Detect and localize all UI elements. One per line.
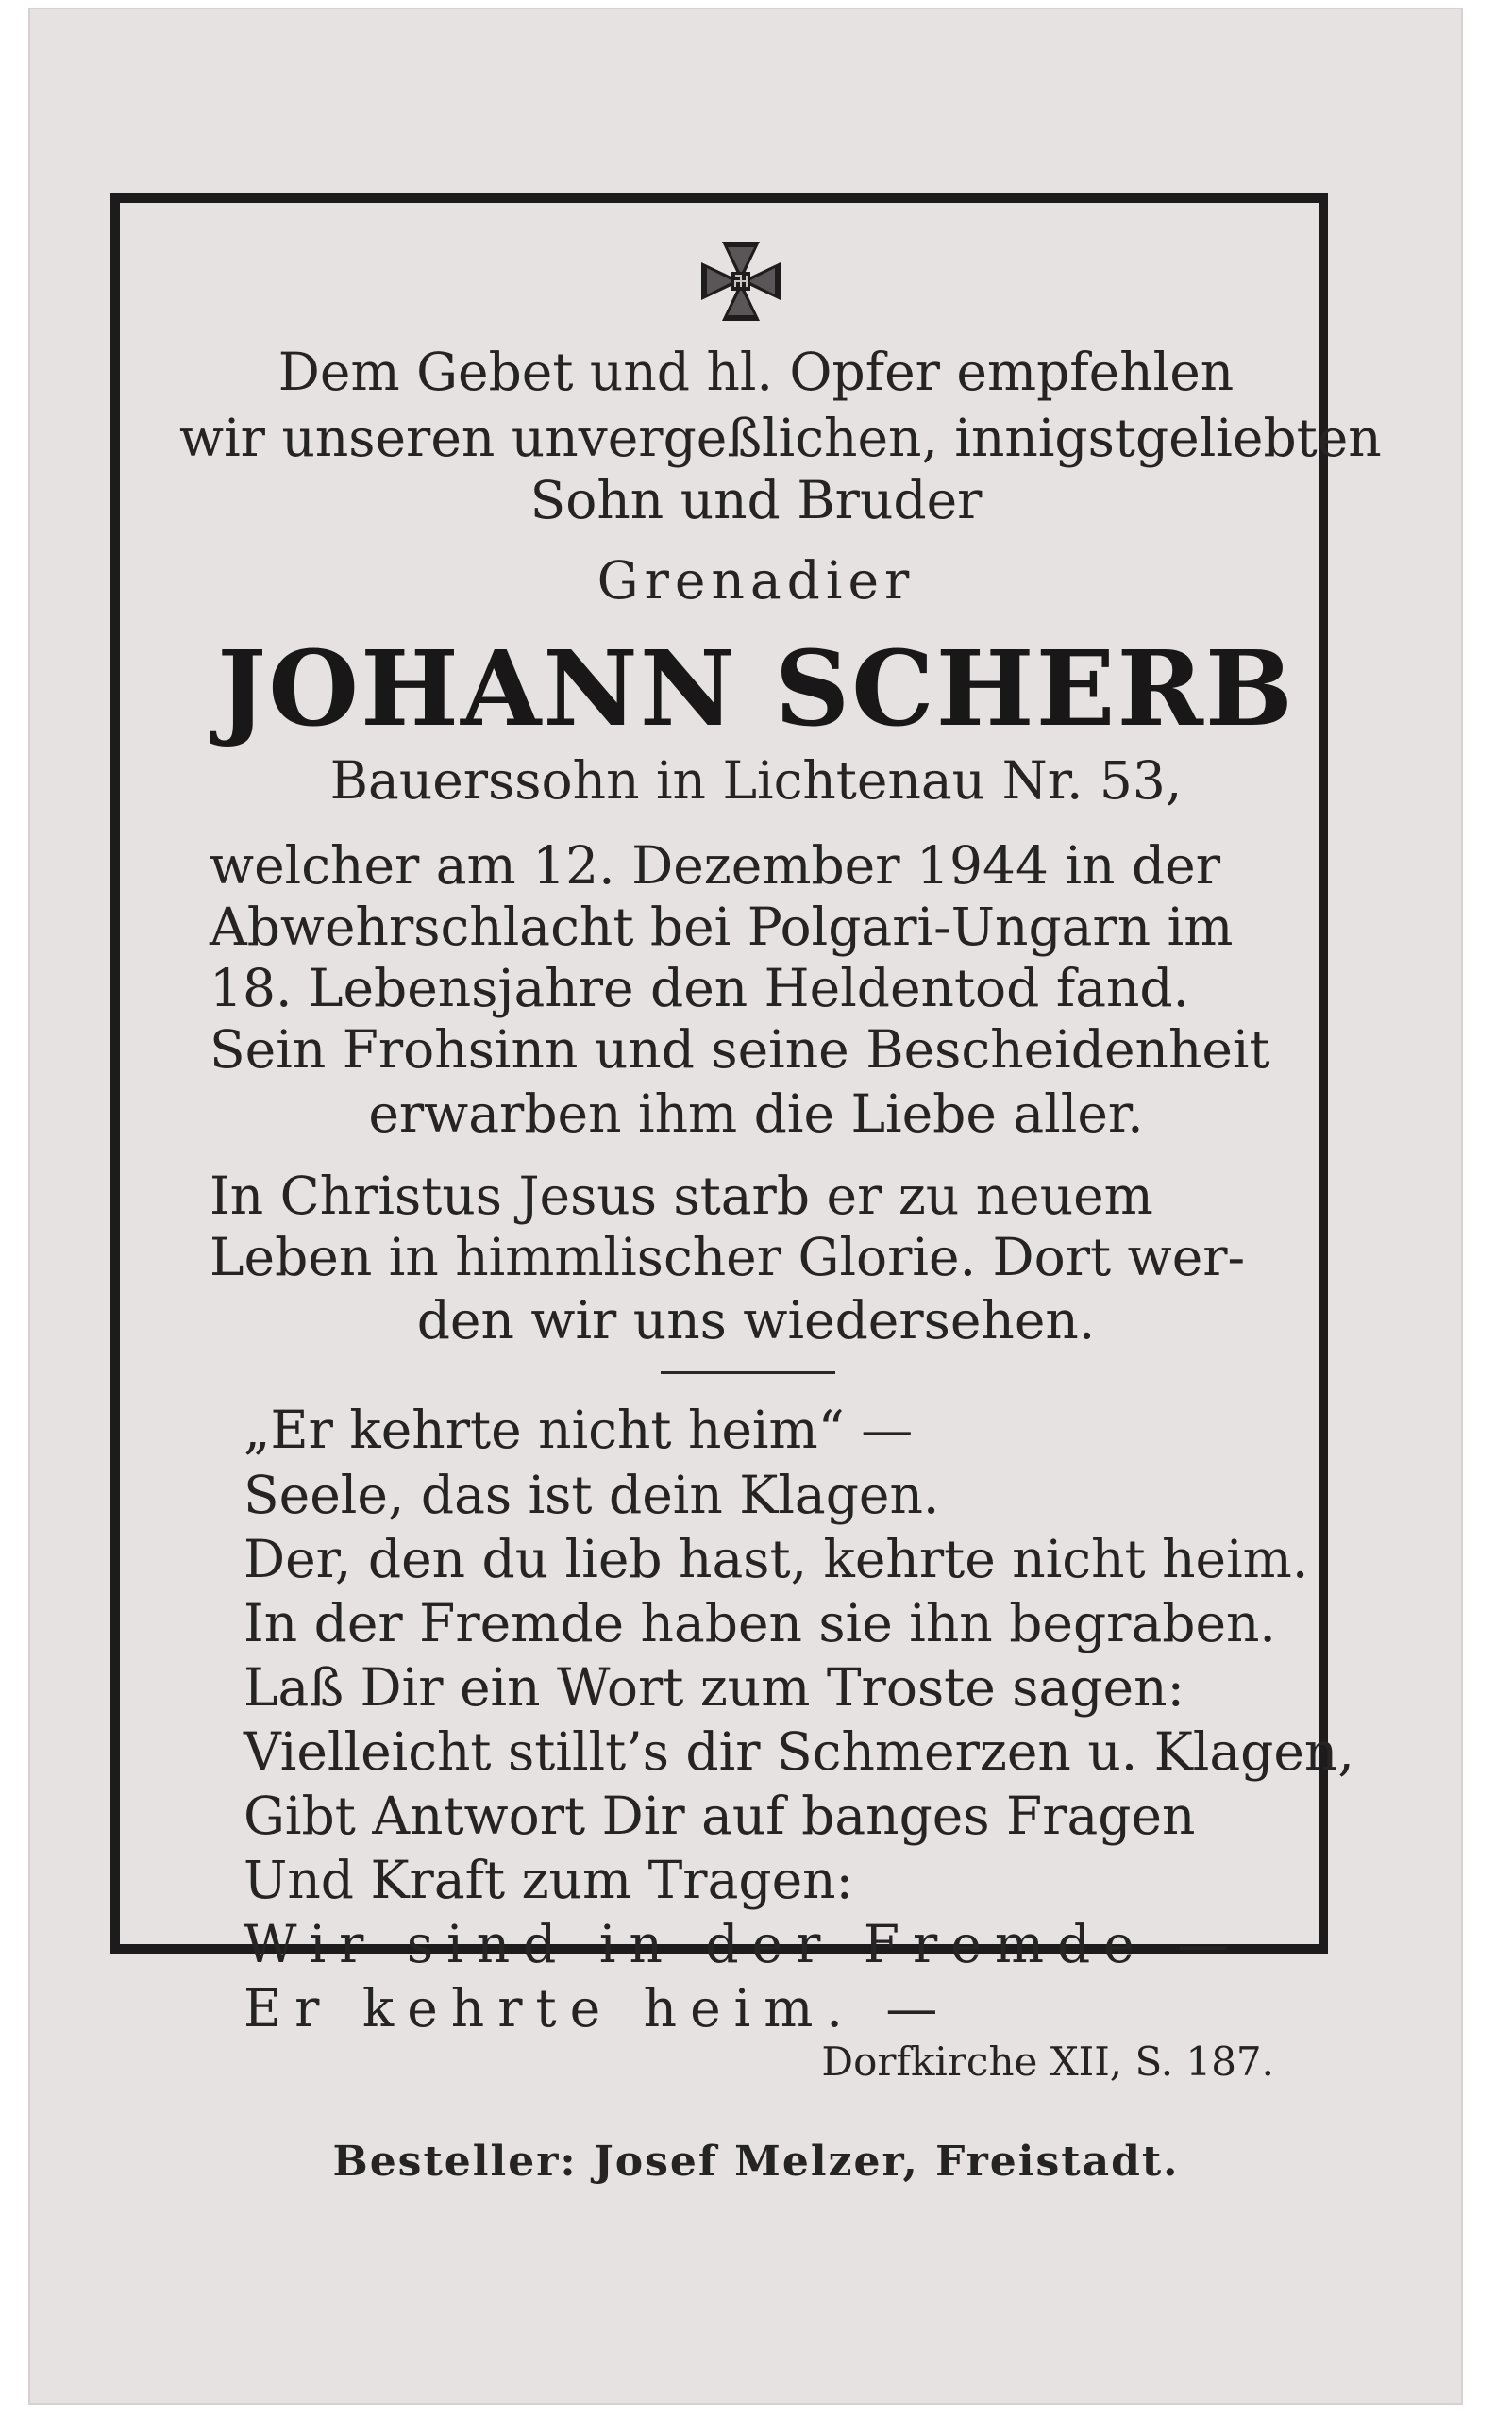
obituary-line-4: Sein Frohsinn und seine Bescheidenheit bbox=[210, 1019, 1270, 1080]
divider-rule bbox=[661, 1371, 835, 1374]
poem-line-10: Er kehrte heim. — bbox=[244, 1978, 951, 2038]
intro-line-2: wir unseren unvergeßlichen, innigstgeliebten bbox=[179, 408, 1382, 468]
poem-line-2: Seele, das ist dein Klagen. bbox=[244, 1465, 940, 1525]
faith-line-3: den wir uns wiedersehen. bbox=[416, 1290, 1096, 1351]
residence-line: Bauerssohn in Lichtenau Nr. 53, bbox=[329, 750, 1183, 811]
obituary-line-2: Abwehrschlacht bei Polgari-Ungarn im bbox=[210, 897, 1234, 957]
poem-source: Dorfkirche XII, S. 187. bbox=[821, 2038, 1274, 2085]
poem-line-9: Wir sind in der Fremde — bbox=[244, 1914, 1243, 1974]
poem-line-7: Gibt Antwort Dir auf banges Fragen bbox=[244, 1786, 1196, 1846]
poem-line-4: In der Fremde haben sie ihn begraben. bbox=[244, 1593, 1276, 1653]
poem-line-1: „Er kehrte nicht heim“ — bbox=[244, 1400, 914, 1460]
orderer-credit: Besteller: Josef Melzer, Freistadt. bbox=[332, 2138, 1180, 2186]
intro-line-3: Sohn und Bruder bbox=[529, 470, 983, 530]
military-rank: Grenadier bbox=[596, 550, 916, 611]
poem-line-8: Und Kraft zum Tragen: bbox=[244, 1850, 854, 1910]
faith-line-2: Leben in himmlischer Glorie. Dort wer- bbox=[210, 1227, 1246, 1287]
obituary-line-1: welcher am 12. Dezember 1944 in der bbox=[210, 835, 1220, 896]
obituary-line-3: 18. Lebensjahre den Heldentod fand. bbox=[210, 958, 1190, 1018]
poem-line-3: Der, den du lieb hast, kehrte nicht heim. bbox=[244, 1529, 1309, 1589]
obituary-line-5: erwarben ihm die Liebe aller. bbox=[368, 1083, 1144, 1144]
poem-line-5: Laß Dir ein Wort zum Troste sagen: bbox=[244, 1657, 1185, 1718]
faith-line-1: In Christus Jesus starb er zu neuem bbox=[210, 1166, 1153, 1226]
poem-line-6: Vielleicht stillt’s dir Schmerzen u. Klagen, bbox=[244, 1721, 1354, 1782]
intro-line-1: Dem Gebet und hl. Opfer empfehlen bbox=[277, 342, 1235, 402]
deceased-name: JOHANN SCHERB bbox=[217, 628, 1295, 749]
iron-cross-icon bbox=[694, 234, 788, 328]
